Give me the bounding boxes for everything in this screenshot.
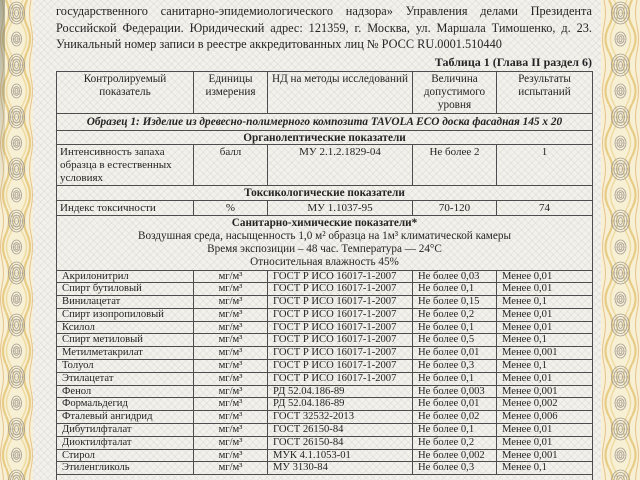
chem-result: Менее 0,002 [497, 398, 593, 411]
scan-edge-shadow [0, 0, 5, 210]
intro-line: государственного санитарно-эпидемиологического надзора» Управления делами Президента [56, 4, 592, 18]
chem-substance: Диоктилфталат [57, 436, 194, 449]
odor-name: Интенсивность запаха образца в естественных условиях [57, 145, 194, 186]
toxicity-row [57, 200, 593, 215]
chem-row [57, 347, 593, 360]
chemical-condition: Относительная влажность 45% [250, 255, 399, 268]
chem-substance: Винилацетат [57, 296, 194, 309]
chem-limit: Не более 0,5 [413, 334, 497, 347]
chem-unit: мг/м³ [194, 449, 268, 462]
chem-row [57, 424, 593, 437]
chem-method: ГОСТ Р ИСО 16017-1-2007 [268, 296, 413, 309]
odor-limit: Не более 2 [413, 145, 497, 186]
chem-substance: Формальдегид [57, 398, 194, 411]
chem-limit: Не более 0,02 [413, 411, 497, 424]
chem-method: ГОСТ Р ИСО 16017-1-2007 [268, 360, 413, 373]
chem-unit: мг/м³ [194, 308, 268, 321]
chem-method: МУ 3130-84 [268, 462, 413, 475]
chem-limit: Не более 0,01 [413, 347, 497, 360]
toxicity-unit: % [194, 200, 268, 215]
chem-limit: Не более 0,2 [413, 436, 497, 449]
chem-unit: мг/м³ [194, 462, 268, 475]
chem-method: ГОСТ 26150-84 [268, 436, 413, 449]
chem-unit: мг/м³ [194, 411, 268, 424]
chem-limit: Не более 0,2 [413, 308, 497, 321]
header-parameter: Контролируемый показатель [57, 71, 194, 113]
chem-row [57, 398, 593, 411]
chem-row [57, 321, 593, 334]
chem-unit: мг/м³ [194, 372, 268, 385]
chem-result: Менее 0,001 [497, 449, 593, 462]
intro-paragraph [56, 3, 592, 53]
chem-method: РД 52.04.186-89 [268, 398, 413, 411]
odor-row [57, 145, 593, 186]
chem-method: ГОСТ Р ИСО 16017-1-2007 [268, 334, 413, 347]
chem-method: ГОСТ Р ИСО 16017-1-2007 [268, 372, 413, 385]
chem-limit: Не более 0,002 [413, 449, 497, 462]
chem-substance: Стирол [57, 449, 194, 462]
chem-limit: Не более 0,3 [413, 360, 497, 373]
chem-unit: мг/м³ [194, 436, 268, 449]
chem-limit: Не более 0,1 [413, 283, 497, 296]
chem-method: ГОСТ Р ИСО 16017-1-2007 [268, 308, 413, 321]
chem-unit: мг/м³ [194, 296, 268, 309]
chem-unit: мг/м³ [194, 347, 268, 360]
table-header-row [57, 71, 593, 113]
chem-row [57, 270, 593, 283]
chemical-condition: Время экспозиции – 48 час. Температура — 24°С [207, 242, 442, 255]
toxicity-name: Индекс токсичности [57, 200, 194, 215]
chem-result: Менее 0,1 [497, 462, 593, 475]
chem-limit: Не более 0,01 [413, 398, 497, 411]
chem-row [57, 411, 593, 424]
chem-row [57, 436, 593, 449]
odor-method: МУ 2.1.2.1829-04 [268, 145, 413, 186]
chem-unit: мг/м³ [194, 321, 268, 334]
chem-row [57, 385, 593, 398]
chem-limit: Не более 0,003 [413, 385, 497, 398]
chem-unit: мг/м³ [194, 424, 268, 437]
chem-row [57, 334, 593, 347]
chem-row [57, 462, 593, 475]
clipped-next-row-cell [57, 475, 593, 480]
chem-method: ГОСТ Р ИСО 16017-1-2007 [268, 321, 413, 334]
intro-line: Уникальный номер записи в реестре аккредитованных лиц № РОСС RU.0001.510440 [56, 37, 502, 51]
chem-row [57, 296, 593, 309]
toxicological-section-row [57, 186, 593, 201]
chem-row [57, 372, 593, 385]
chem-method: РД 52.04.186-89 [268, 385, 413, 398]
chem-result: Менее 0,1 [497, 296, 593, 309]
toxicological-section-title: Токсикологические показатели [57, 186, 593, 201]
chemical-condition: Воздушная среда, насыщенность 1,0 м² образца на 1м³ климатической камеры [138, 229, 511, 242]
document-content [56, 0, 592, 480]
chem-unit: мг/м³ [194, 360, 268, 373]
chem-row [57, 308, 593, 321]
chem-method: ГОСТ 32532-2013 [268, 411, 413, 424]
chem-substance: Акрилонитрил [57, 270, 194, 283]
toxicity-method: МУ 1.1037-95 [268, 200, 413, 215]
chem-substance: Спирт изопропиловый [57, 308, 194, 321]
chem-limit: Не более 0,1 [413, 321, 497, 334]
chem-substance: Метилметакрилат [57, 347, 194, 360]
chem-result: Менее 0,01 [497, 372, 593, 385]
chem-method: ГОСТ Р ИСО 16017-1-2007 [268, 283, 413, 296]
chem-unit: мг/м³ [194, 283, 268, 296]
odor-result: 1 [497, 145, 593, 186]
chemical-section-title: Санитарно-химические показатели* [231, 216, 418, 229]
organoleptic-section-title: Органолептические показатели [57, 130, 593, 145]
chem-result: Менее 0,001 [497, 347, 593, 360]
chem-row [57, 449, 593, 462]
chem-substance: Этилацетат [57, 372, 194, 385]
header-limit: Величина допустимого уровня [413, 71, 497, 113]
chem-row [57, 360, 593, 373]
chemical-section-row [57, 215, 593, 270]
odor-unit: балл [194, 145, 268, 186]
chem-result: Менее 0,01 [497, 283, 593, 296]
header-result: Результаты испытаний [497, 71, 593, 113]
chem-result: Менее 0,001 [497, 385, 593, 398]
chem-method: ГОСТ Р ИСО 16017-1-2007 [268, 270, 413, 283]
organoleptic-section-row [57, 130, 593, 145]
chem-substance: Этиленгликоль [57, 462, 194, 475]
chem-substance: Фталевый ангидрид [57, 411, 194, 424]
chem-result: Менее 0,006 [497, 411, 593, 424]
chem-unit: мг/м³ [194, 385, 268, 398]
chem-limit: Не более 0,1 [413, 424, 497, 437]
chem-substance: Толуол [57, 360, 194, 373]
chem-row [57, 283, 593, 296]
header-method: НД на методы исследований [268, 71, 413, 113]
results-table [56, 71, 593, 480]
intro-line: Российской Федерации. Юридический адрес: 121359, г. Москва, ул. Маршала Тимошенко, д. 23. [56, 20, 592, 35]
toxicity-result: 74 [497, 200, 593, 215]
toxicity-limit: 70-120 [413, 200, 497, 215]
chem-unit: мг/м³ [194, 334, 268, 347]
sample-title-row [57, 113, 593, 130]
chem-result: Менее 0,1 [497, 360, 593, 373]
chem-substance: Спирт метиловый [57, 334, 194, 347]
chem-method: МУК 4.1.1053-01 [268, 449, 413, 462]
clipped-next-row [57, 475, 593, 480]
guilloche-border-right-icon [601, 0, 640, 480]
sample-title: Образец 1: Изделие из древесно-полимерного композита TAVOLA ECO доска фасадная 145 x 20 [57, 113, 593, 130]
header-units: Единицы измерения [194, 71, 268, 113]
chem-substance: Фенол [57, 385, 194, 398]
chem-limit: Не более 0,15 [413, 296, 497, 309]
chem-substance: Дибутилфталат [57, 424, 194, 437]
chem-unit: мг/м³ [194, 398, 268, 411]
chem-limit: Не более 0,1 [413, 372, 497, 385]
chem-result: Менее 0,01 [497, 321, 593, 334]
chem-result: Менее 0,01 [497, 436, 593, 449]
chem-result: Менее 0,01 [497, 424, 593, 437]
chem-result: Менее 0,01 [497, 308, 593, 321]
chem-result: Менее 0,01 [497, 270, 593, 283]
chem-unit: мг/м³ [194, 270, 268, 283]
chem-substance: Спирт бутиловый [57, 283, 194, 296]
chem-substance: Ксилол [57, 321, 194, 334]
chem-limit: Не более 0,03 [413, 270, 497, 283]
chem-result: Менее 0,1 [497, 334, 593, 347]
chem-limit: Не более 0,3 [413, 462, 497, 475]
chem-method: ГОСТ 26150-84 [268, 424, 413, 437]
chemical-section-block [57, 215, 593, 270]
chem-method: ГОСТ Р ИСО 16017-1-2007 [268, 347, 413, 360]
table-caption: Таблица 1 (Глава II раздел 6) [434, 54, 592, 69]
